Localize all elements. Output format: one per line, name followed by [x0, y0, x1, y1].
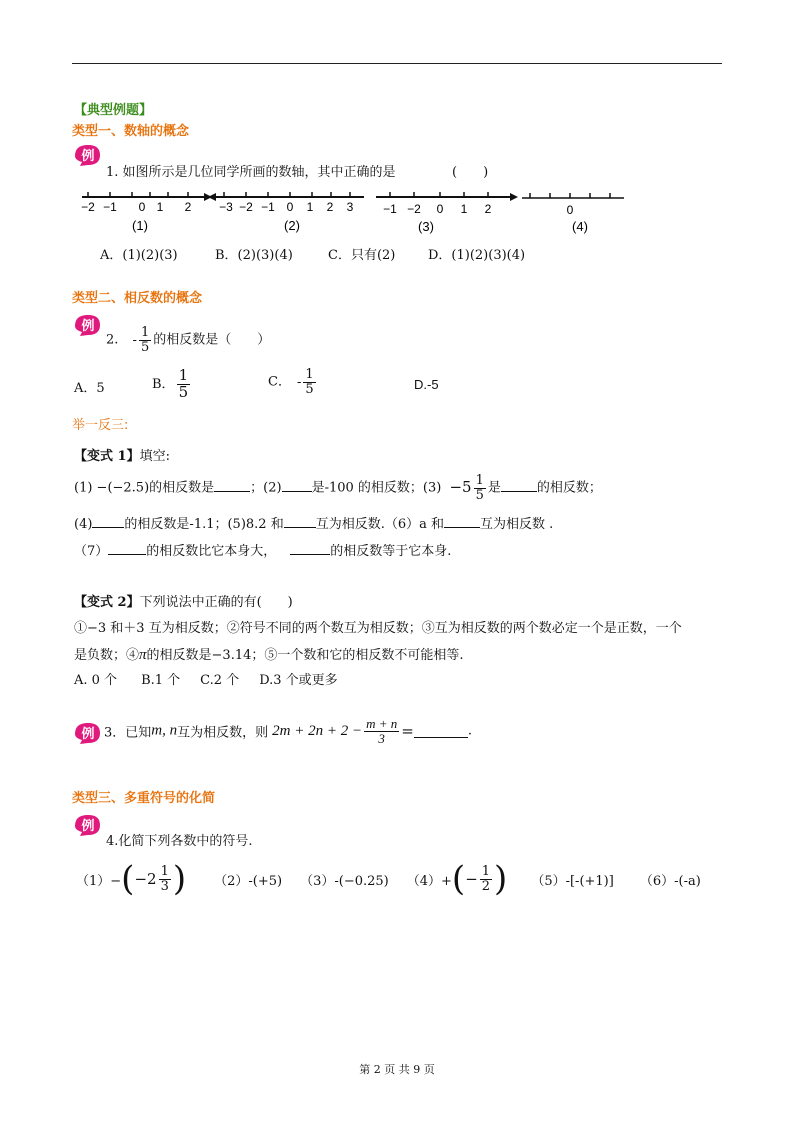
page-footer: 第 2 页 共 9 页 [359, 1063, 435, 1076]
svg-text:2: 2 [484, 202, 492, 216]
q2-text [106, 326, 270, 354]
variant2: 【变式 2】下列说法中正确的有( ) [74, 595, 293, 610]
q1-paren: ( ) [452, 165, 489, 180]
q4-item-4: （4）+ ( − $\frac{1}{2}$ ) [406, 859, 508, 899]
svg-text:−1: −1 [261, 200, 275, 214]
q4-items [76, 856, 701, 902]
number-line-2 [208, 192, 364, 233]
example-badge-icon [72, 142, 102, 168]
q4-item-3: （3）-(−0.25) [300, 873, 389, 889]
section-title: 【典型例题】 [74, 103, 153, 118]
svg-text:−1: −1 [103, 200, 117, 214]
svg-text:0: 0 [566, 203, 574, 217]
variant1-line2: (4) 的相反数是-1.1；(5)8.2 和 互为相反数.（6）a 和 互为相反数 . [74, 517, 554, 532]
svg-text:3: 3 [346, 200, 354, 214]
svg-text:(1): (1) [132, 218, 148, 233]
q4-item-6: （6）-(-a) [639, 873, 701, 889]
q1-option-a: A．(1)(2)(3) [100, 248, 178, 263]
svg-text:(2): (2) [284, 218, 300, 233]
q3-text: 3．已知m, n互为相反数，则 2m + 2n + 2 − $\frac{m + n}{3}$ = . [104, 716, 472, 746]
number-line-4 [522, 193, 624, 234]
svg-text:−2: −2 [407, 202, 421, 216]
q1-option-d: D．(1)(2)(3)(4) [428, 248, 526, 263]
q1-option-b: B．(2)(3)(4) [215, 248, 293, 263]
svg-text:2: 2 [326, 200, 334, 214]
type2-title: 类型二、相反数的概念 [72, 291, 203, 306]
svg-text:0: 0 [138, 200, 146, 214]
q4-item-5: （5）-[-(+1)] [531, 873, 614, 889]
variant2-line1: ①−3 和＋3 互为相反数；②符号不同的两个数互为相反数；③互为相反数的两个数必定一个是正数，一个 [74, 621, 682, 636]
svg-text:(3): (3) [418, 219, 434, 234]
svg-text:−3: −3 [219, 200, 233, 214]
q2-option-b: B． $\frac{1}{5}$ [152, 366, 189, 401]
svg-text:−2: −2 [81, 200, 95, 214]
q4-item-2: （2）-(+5) [214, 873, 283, 889]
variant1-line3: （7） 的相反数比它本身大， 的相反数等于它本身. [74, 544, 452, 559]
variant1: 【变式 1】填空: [74, 449, 170, 464]
variant2-line2: 是负数；④π的相反数是−3.14；⑤一个数和它的相反数不可能相等. [74, 647, 464, 663]
q2-option-c: C． - $\frac{1}{5}$ [268, 367, 314, 397]
q2-fraction: $\frac{1}{5}$ [140, 325, 150, 355]
svg-text:例: 例 [81, 148, 95, 163]
variant1-line1: (1) −(−2.5)的相反数是 ；(2) 是-100 的相反数；(3) −5 $\frac{1}{5}$ 是 的相反数； [74, 473, 602, 503]
type1-title: 类型一、数轴的概念 [72, 124, 190, 139]
q1-text: 1. 如图所示是几位同学所画的数轴，其中正确的是 [106, 165, 396, 180]
svg-text:例: 例 [81, 818, 95, 833]
q2-tail: 的相反数是（ ） [153, 332, 271, 348]
svg-text:−1: −1 [383, 202, 397, 216]
number-line-1 [81, 192, 212, 233]
svg-text:−2: −2 [239, 200, 253, 214]
svg-text:(4): (4) [572, 219, 588, 234]
practice-title: 举一反三: [72, 418, 129, 433]
type3-title: 类型三、多重符号的化简 [72, 791, 216, 806]
svg-text:1: 1 [460, 202, 468, 216]
q2-num: 2. [106, 332, 119, 348]
svg-text:1: 1 [306, 200, 314, 214]
q2-option-a: A．5 [74, 381, 105, 396]
svg-text:0: 0 [436, 202, 444, 216]
header-rule [72, 63, 722, 64]
svg-text:2: 2 [184, 200, 192, 214]
svg-text:0: 0 [286, 200, 294, 214]
svg-text:例: 例 [81, 318, 95, 333]
q2-option-d: D.-5 [414, 377, 439, 392]
q4-text: 4.化简下列各数中的符号. [106, 834, 253, 849]
svg-text:1: 1 [156, 200, 164, 214]
q1-option-c: C．只有(2) [328, 248, 396, 263]
variant2-options: A. 0 个 B.1 个 C.2 个 D.3 个或更多 [74, 673, 338, 688]
number-line-3 [376, 192, 518, 234]
q4-item-1: （1）− ( −2 $\frac{1}{3}$ ) [76, 859, 187, 899]
example-badge-icon [72, 812, 102, 838]
example-badge-icon [72, 720, 102, 746]
q2-sign: - [132, 332, 137, 348]
svg-text:例: 例 [81, 726, 95, 741]
example-badge-icon [72, 312, 102, 338]
number-line-figure [76, 188, 626, 236]
